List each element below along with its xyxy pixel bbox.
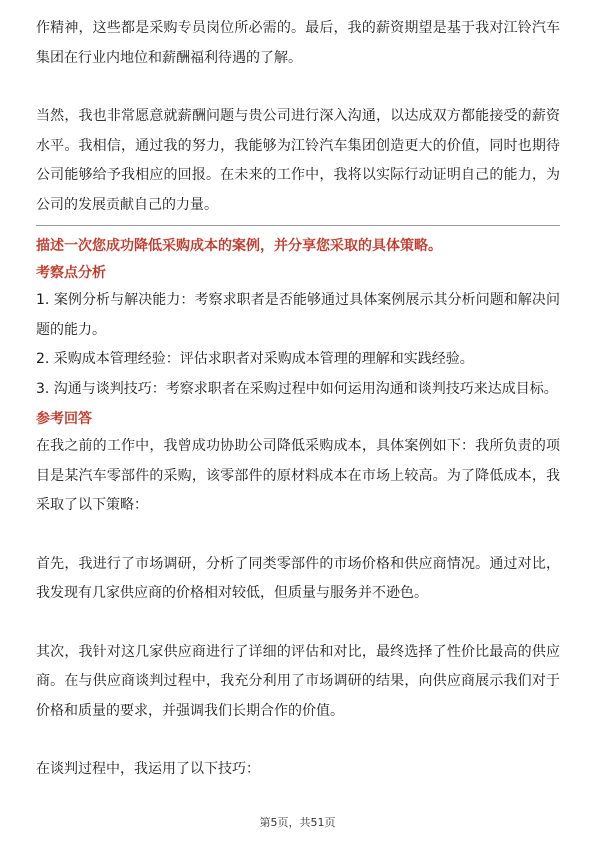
- analysis-item-2: 2. 采购成本管理经验：评估求职者对采购成本管理的理解和实践经验。: [36, 351, 474, 367]
- answer-paragraph-4: 在谈判过程中，我运用了以下技巧：: [36, 761, 260, 777]
- question-heading: 描述一次您成功降低采购成本的案例，并分享您采取的具体策略。: [36, 238, 442, 254]
- section-divider: [36, 225, 560, 226]
- paragraph-gap: [36, 521, 560, 550]
- paragraph-gap: [36, 726, 560, 755]
- paragraph-gap: [36, 609, 560, 638]
- intro-paragraph-1: 作精神，这些都是采购专员岗位所必需的。最后，我的薪资期望是基于我对江铃汽车集团在行业内地位和薪酬福利待遇的了解。: [36, 20, 560, 66]
- document-page: [36, 14, 560, 785]
- analysis-item-3: 3. 沟通与谈判技巧：考察求职者在采购过程中如何运用沟通和谈判技巧来达成目标。: [36, 380, 558, 397]
- analysis-item-1: 1. 案例分析与解决能力：考察求职者是否能够通过具体案例展示其分析问题和解决问题的能力。: [36, 292, 560, 338]
- answer-paragraph-2: 首先，我进行了市场调研，分析了同类零部件的市场价格和供应商情况。通过对比，我发现有几家供应商的价格相对较低，但质量与服务并不逊色。: [36, 555, 560, 601]
- paragraph-gap: [36, 73, 560, 102]
- page-number-footer: 第5页，共51页: [259, 816, 336, 829]
- answer-paragraph-1: 在我之前的工作中，我曾成功协助公司降低采购成本，具体案例如下：我所负责的项目是某汽车零部件的采购，该零部件的原材料成本在市场上较高。为了降低成本，我采取了以下策略：: [36, 438, 560, 513]
- analysis-title: 考察点分析: [36, 265, 106, 281]
- answer-paragraph-3: 其次，我针对这几家供应商进行了详细的评估和对比，最终选择了性价比最高的供应商。在与供应商谈判过程中，我充分利用了市场调研的结果，向供应商展示我们对于价格和质量的要求，并强调我们长期合作的价值。: [36, 643, 560, 719]
- answer-title: 参考回答: [36, 411, 92, 427]
- intro-paragraph-2: 当然，我也非常愿意就薪酬问题与贵公司进行深入沟通，以达成双方都能接受的薪资水平。我相信，通过我的努力，我能够为江铃汽车集团创造更大的价值，同时也期待公司能够给予我相应的回报。在未来的工作中，我将以实际行动证明自己的能力，为公司的发展贡献自己的力量。: [36, 108, 560, 213]
